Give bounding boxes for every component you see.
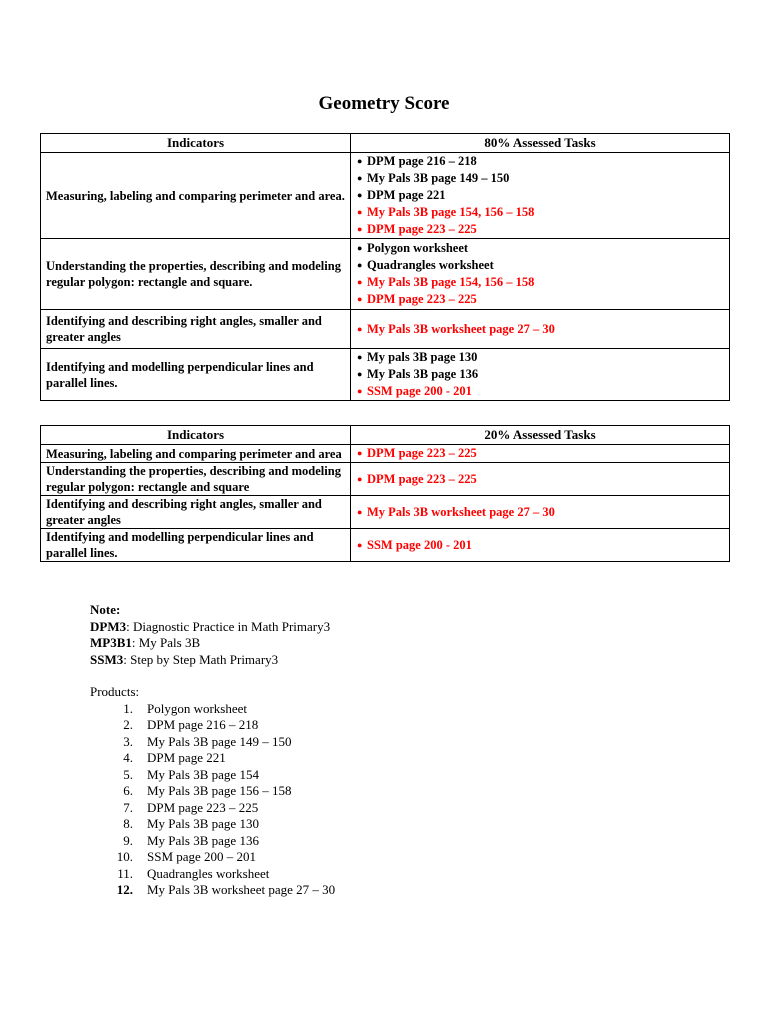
product-item <box>90 750 335 767</box>
abbreviation-meaning: : Step by Step Math Primary3 <box>123 651 279 667</box>
abbreviation-meaning: : Diagnostic Practice in Math Primary3 <box>126 618 331 634</box>
task-item <box>357 170 724 187</box>
tasks-cell <box>351 529 730 562</box>
task-item <box>357 221 724 238</box>
table-row <box>41 239 730 310</box>
indicator-cell: Identifying and describing right angles, smaller and greater angles <box>41 496 351 529</box>
header-assessed-tasks: 20% Assessed Tasks <box>351 426 730 445</box>
indicator-cell: Understanding the properties, describing and modeling regular polygon: rectangle and square. <box>41 239 351 310</box>
product-item <box>90 849 335 866</box>
abbreviation-meaning: : My Pals 3B <box>131 635 201 650</box>
tasks-cell <box>351 153 730 239</box>
indicator-cell: Understanding the properties, describing and modeling regular polygon: rectangle and square <box>41 463 351 496</box>
product-item <box>90 717 335 734</box>
bullet-icon: ● <box>357 243 363 253</box>
bullet-icon: ● <box>357 506 363 517</box>
product-text: SSM page 200 – 201 <box>147 849 257 864</box>
abbreviation-item <box>90 652 335 669</box>
bullet-icon: ● <box>357 207 363 217</box>
task-list <box>357 504 724 521</box>
product-item <box>90 866 335 883</box>
abbreviation-code: DPM3 <box>90 618 127 634</box>
bullet-icon: ● <box>357 224 363 234</box>
indicator-cell: Measuring, labeling and comparing perimeter and area <box>41 445 351 463</box>
bullet-icon: ● <box>357 539 363 550</box>
product-text: My Pals 3B page 149 – 150 <box>147 733 292 749</box>
task-text: My Pals 3B worksheet page 27 – 30 <box>367 504 555 519</box>
header-assessed-tasks: 80% Assessed Tasks <box>351 134 730 153</box>
abbreviation-list <box>90 619 335 669</box>
table-row <box>41 463 730 496</box>
product-item <box>90 816 335 833</box>
tasks-cell <box>351 239 730 310</box>
product-text: My Pals 3B page 130 <box>147 816 259 831</box>
product-number: 1. <box>123 700 133 716</box>
tasks-cell <box>351 445 730 463</box>
task-text: SSM page 200 - 201 <box>367 384 472 398</box>
product-number: 8. <box>123 816 133 831</box>
task-text: My Pals 3B worksheet page 27 – 30 <box>367 321 555 336</box>
product-number: 4. <box>123 750 133 765</box>
task-list <box>357 153 724 238</box>
page-title: Geometry Score <box>318 93 450 114</box>
product-item <box>90 783 335 800</box>
task-text: DPM page 216 – 218 <box>367 154 477 168</box>
task-item <box>357 240 724 257</box>
bullet-icon: ● <box>357 369 363 379</box>
product-number: 2. <box>123 717 133 732</box>
task-text: Quadrangles worksheet <box>367 258 494 272</box>
table-row <box>41 529 730 562</box>
task-item <box>357 187 724 204</box>
bullet-icon: ● <box>357 190 363 200</box>
product-text: DPM page 223 – 225 <box>147 799 259 815</box>
note-heading: Note: <box>90 602 121 617</box>
product-number: 10. <box>116 849 133 864</box>
task-item <box>357 274 724 291</box>
product-text: My Pals 3B page 136 <box>147 832 259 848</box>
task-item <box>357 153 724 170</box>
bullet-icon: ● <box>357 473 363 484</box>
product-text: Polygon worksheet <box>147 700 248 716</box>
indicator-cell: Identifying and describing right angles, smaller and greater angles <box>41 310 351 349</box>
task-item <box>357 445 724 462</box>
tasks-cell <box>351 496 730 529</box>
product-text: My Pals 3B worksheet page 27 – 30 <box>147 882 336 897</box>
product-number: 11. <box>117 865 133 881</box>
bullet-icon: ● <box>357 386 363 396</box>
bullet-icon: ● <box>357 156 363 166</box>
product-number: 5. <box>123 766 133 782</box>
bullet-icon: ● <box>357 260 363 270</box>
bullet-icon: ● <box>357 294 363 304</box>
task-text: DPM page 223 – 225 <box>367 471 477 486</box>
product-text: Quadrangles worksheet <box>147 865 270 881</box>
table-header-row <box>41 426 730 445</box>
tasks-cell <box>351 310 730 349</box>
table-row <box>41 153 730 239</box>
bullet-icon: ● <box>357 448 363 458</box>
product-list <box>90 701 335 899</box>
task-text: Polygon worksheet <box>367 241 469 255</box>
task-list <box>357 240 724 308</box>
task-list <box>357 537 724 554</box>
abbreviation-item <box>90 619 335 636</box>
task-item <box>357 366 724 383</box>
product-item <box>90 800 335 817</box>
products-label: Products: <box>90 684 140 699</box>
task-list <box>357 445 724 462</box>
tasks-cell <box>351 349 730 401</box>
table-row <box>41 496 730 529</box>
task-text: My Pals 3B page 154, 156 – 158 <box>367 275 535 289</box>
header-indicators: Indicators <box>41 426 351 445</box>
product-number: 12. <box>116 882 133 897</box>
bullet-icon: ● <box>357 323 363 334</box>
task-text: DPM page 223 – 225 <box>367 292 477 306</box>
abbreviation-code: MP3B1 <box>90 635 132 650</box>
task-text: DPM page 223 – 225 <box>367 222 477 236</box>
product-item <box>90 767 335 784</box>
indicator-cell: Identifying and modelling perpendicular lines and parallel lines. <box>41 529 351 562</box>
task-item <box>357 504 724 521</box>
task-text: DPM page 221 <box>367 188 446 202</box>
product-text: My Pals 3B page 156 – 158 <box>147 783 292 798</box>
bullet-icon: ● <box>357 352 363 362</box>
table-header-row <box>41 134 730 153</box>
task-text: DPM page 223 – 225 <box>367 446 477 460</box>
abbreviation-code: SSM3 <box>90 651 124 667</box>
task-list <box>357 321 724 338</box>
task-list <box>357 471 724 488</box>
product-number: 7. <box>123 799 133 815</box>
product-number: 6. <box>123 783 133 798</box>
tasks-cell <box>351 463 730 496</box>
product-number: 9. <box>123 832 133 848</box>
task-item <box>357 471 724 488</box>
product-item <box>90 701 335 718</box>
task-item <box>357 537 724 554</box>
task-list <box>357 349 724 400</box>
product-item <box>90 882 335 899</box>
bullet-icon: ● <box>357 173 363 183</box>
assessment-table-20 <box>40 425 730 562</box>
task-text: My Pals 3B page 136 <box>367 367 479 381</box>
task-item <box>357 321 724 338</box>
task-text: SSM page 200 - 201 <box>367 537 472 552</box>
table-row <box>41 349 730 401</box>
task-text: My Pals 3B page 154, 156 – 158 <box>367 205 535 219</box>
notes-section <box>90 602 335 899</box>
task-text: My Pals 3B page 149 – 150 <box>367 171 510 185</box>
product-text: DPM page 221 <box>147 750 226 765</box>
assessment-table-80 <box>40 133 730 401</box>
task-item <box>357 204 724 221</box>
task-item <box>357 291 724 308</box>
product-text: My Pals 3B page 154 <box>147 766 259 782</box>
bullet-icon: ● <box>357 277 363 287</box>
product-text: DPM page 216 – 218 <box>147 717 259 732</box>
table-row <box>41 445 730 463</box>
task-item <box>357 257 724 274</box>
task-item <box>357 383 724 400</box>
task-text: My pals 3B page 130 <box>367 350 478 364</box>
product-number: 3. <box>123 733 133 749</box>
table-row <box>41 310 730 349</box>
header-indicators: Indicators <box>41 134 351 153</box>
indicator-cell: Measuring, labeling and comparing perimeter and area. <box>41 153 351 239</box>
abbreviation-item <box>90 635 335 652</box>
task-item <box>357 349 724 366</box>
product-item <box>90 833 335 850</box>
product-item <box>90 734 335 751</box>
indicator-cell: Identifying and modelling perpendicular lines and parallel lines. <box>41 349 351 401</box>
